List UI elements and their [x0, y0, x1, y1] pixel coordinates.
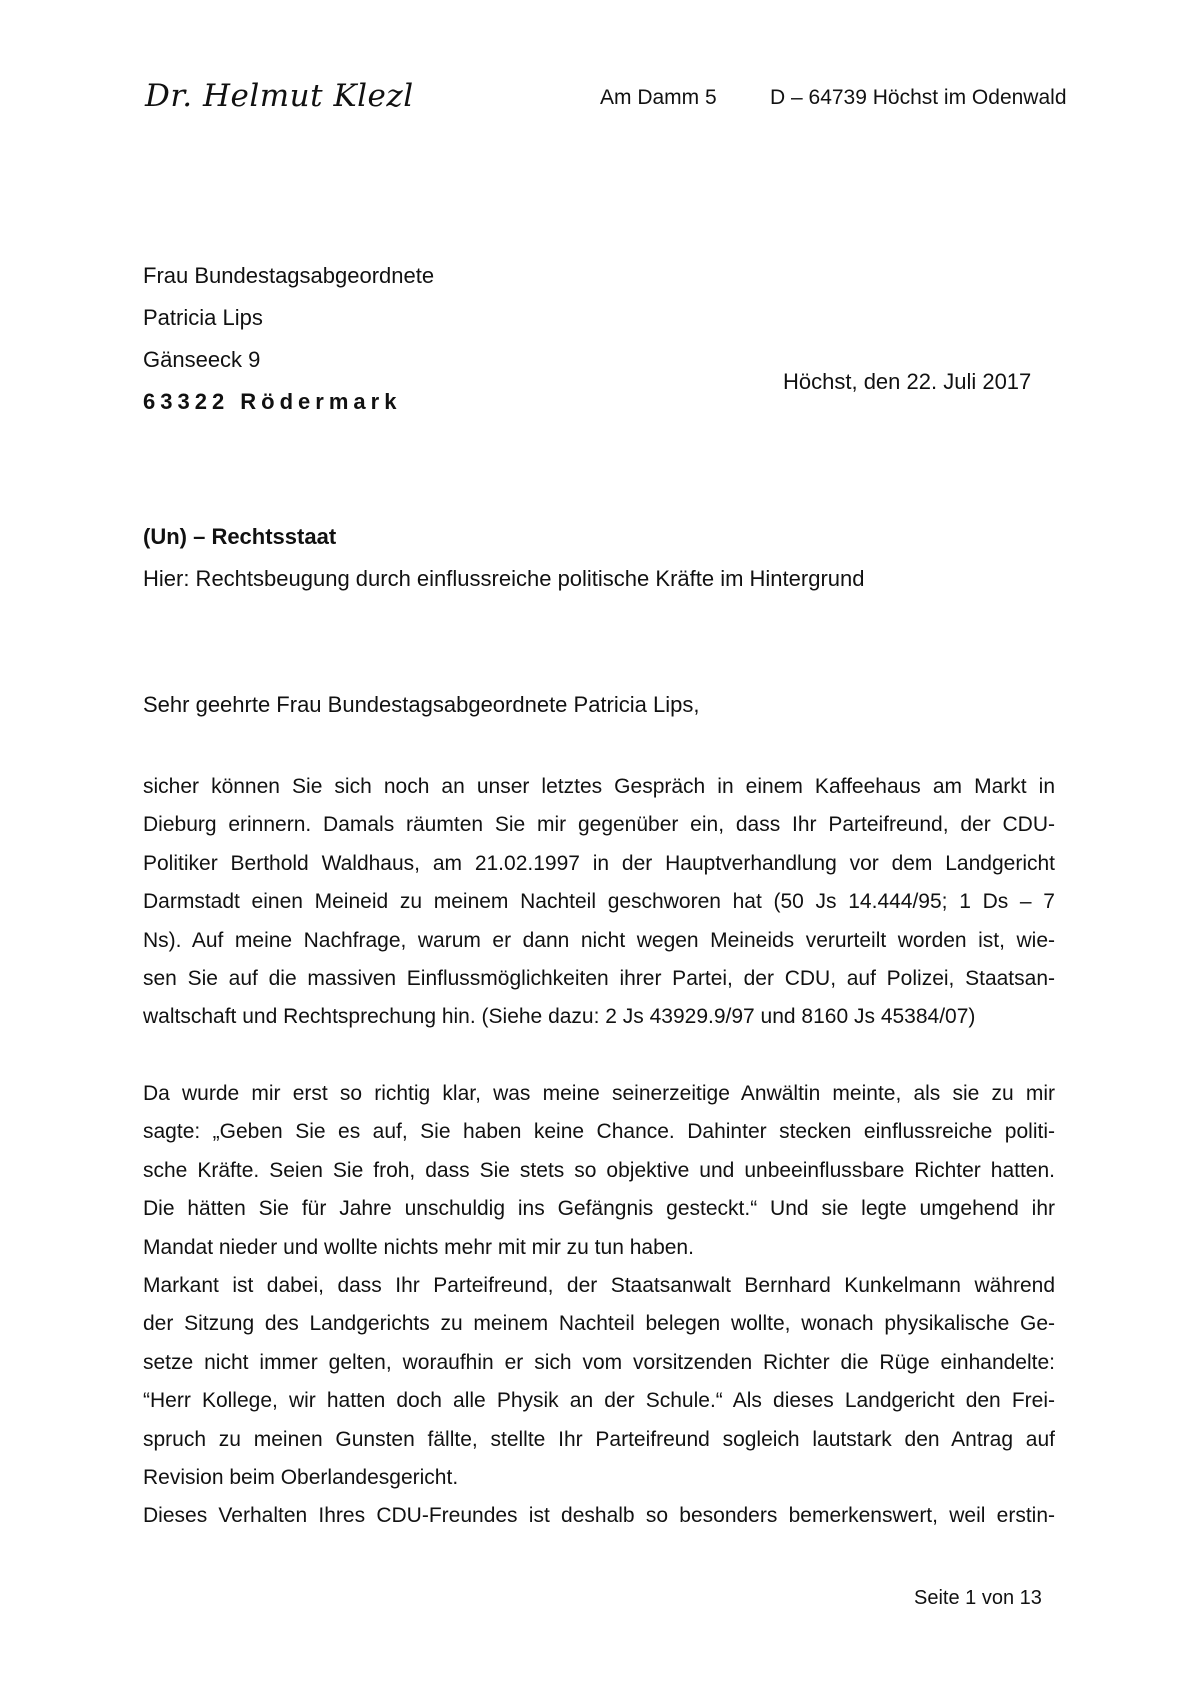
recipient-line-name: Patricia Lips: [143, 305, 263, 330]
body-line: waltschaft und Rechtsprechung hin. (Siehe dazu: 2 Js 43929.9/97 und 8160 Js 45384/07): [143, 1005, 976, 1029]
body-line: Ns). Auf meine Nachfrage, warum er dann nicht wegen Meineids verurteilt worden ist, wie-: [143, 928, 1055, 952]
recipient-line-street: Gänseeck 9: [143, 347, 261, 372]
body-line: der Sitzung des Landgerichts zu meinem Nachteil belegen wollte, wonach physikalische Ge-: [143, 1312, 1055, 1336]
subject-subline: Hier: Rechtsbeugung durch einflussreiche politische Kräfte im Hintergrund: [143, 566, 865, 591]
body-line: “Herr Kollege, wir hatten doch alle Physik an der Schule.“ Als dieses Landgericht den Frei-: [143, 1389, 1055, 1413]
body-line: Dieburg erinnern. Damals räumten Sie mir gegenüber ein, dass Ihr Parteifreund, der CDU-: [143, 813, 1055, 837]
recipient-line-city: 63322 Rödermark: [143, 389, 402, 414]
body-paragraph-2: [143, 1075, 1055, 1536]
letterhead-signature-name: Dr. Helmut Klezl: [145, 78, 414, 114]
body-line: spruch zu meinen Gunsten fällte, stellte Ihr Parteifreund sogleich lautstark den Antrag auf: [143, 1427, 1055, 1451]
recipient-line-title: Frau Bundestagsabgeordnete: [143, 263, 435, 288]
body-line: setze nicht immer gelten, woraufhin er sich vom vorsitzenden Richter die Rüge einhandelte:: [143, 1350, 1055, 1374]
body-line: Politiker Berthold Waldhaus, am 21.02.1997 in der Hauptverhandlung vor dem Landgericht: [143, 851, 1055, 875]
body-line: Dieses Verhalten Ihres CDU-Freundes ist deshalb so besonders bemerkenswert, weil erstin-: [143, 1504, 1055, 1528]
body-line: Da wurde mir erst so richtig klar, was meine seinerzeitige Anwältin meinte, als sie zu mir: [143, 1082, 1055, 1105]
body-line: sche Kräfte. Seien Sie froh, dass Sie stets so objektive und unbeeinflussbare Richter hatten.: [143, 1158, 1055, 1182]
subject-title: (Un) – Rechtsstaat: [143, 524, 337, 549]
body-paragraph-1: [143, 768, 1055, 1037]
body-line: sicher können Sie sich noch an unser letztes Gespräch in einem Kaffeehaus am Markt in: [143, 775, 1055, 798]
body-line: Mandat nieder und wollte nichts mehr mit mir zu tun haben.: [143, 1235, 694, 1259]
sender-street: Am Damm 5: [600, 86, 717, 109]
salutation: Sehr geehrte Frau Bundestagsabgeordnete Patricia Lips,: [143, 692, 700, 717]
body-line: Die hätten Sie für Jahre unschuldig ins Gefängnis gesteckt.“ Und sie legte umgehend ihr: [143, 1197, 1055, 1221]
sender-city: D – 64739 Höchst im Odenwald: [770, 86, 1067, 109]
recipient-address: [143, 255, 434, 423]
page-number: Seite 1 von 13: [914, 1587, 1042, 1609]
body-line: Darmstadt einen Meineid zu meinem Nachteil geschworen hat (50 Js 14.444/95; 1 Ds – 7: [143, 890, 1055, 914]
body-line: Markant ist dabei, dass Ihr Parteifreund, der Staatsanwalt Bernhard Kunkelmann während: [143, 1274, 1055, 1298]
body-line: Revision beim Oberlandesgericht.: [143, 1466, 459, 1490]
body-line: sagte: „Geben Sie es auf, Sie haben keine Chance. Dahinter stecken einflussreiche politi-: [143, 1120, 1055, 1144]
letter-date: Höchst, den 22. Juli 2017: [783, 369, 1032, 394]
body-line: sen Sie auf die massiven Einflussmöglichkeiten ihrer Partei, der CDU, auf Polizei, Staatsan-: [143, 967, 1055, 991]
